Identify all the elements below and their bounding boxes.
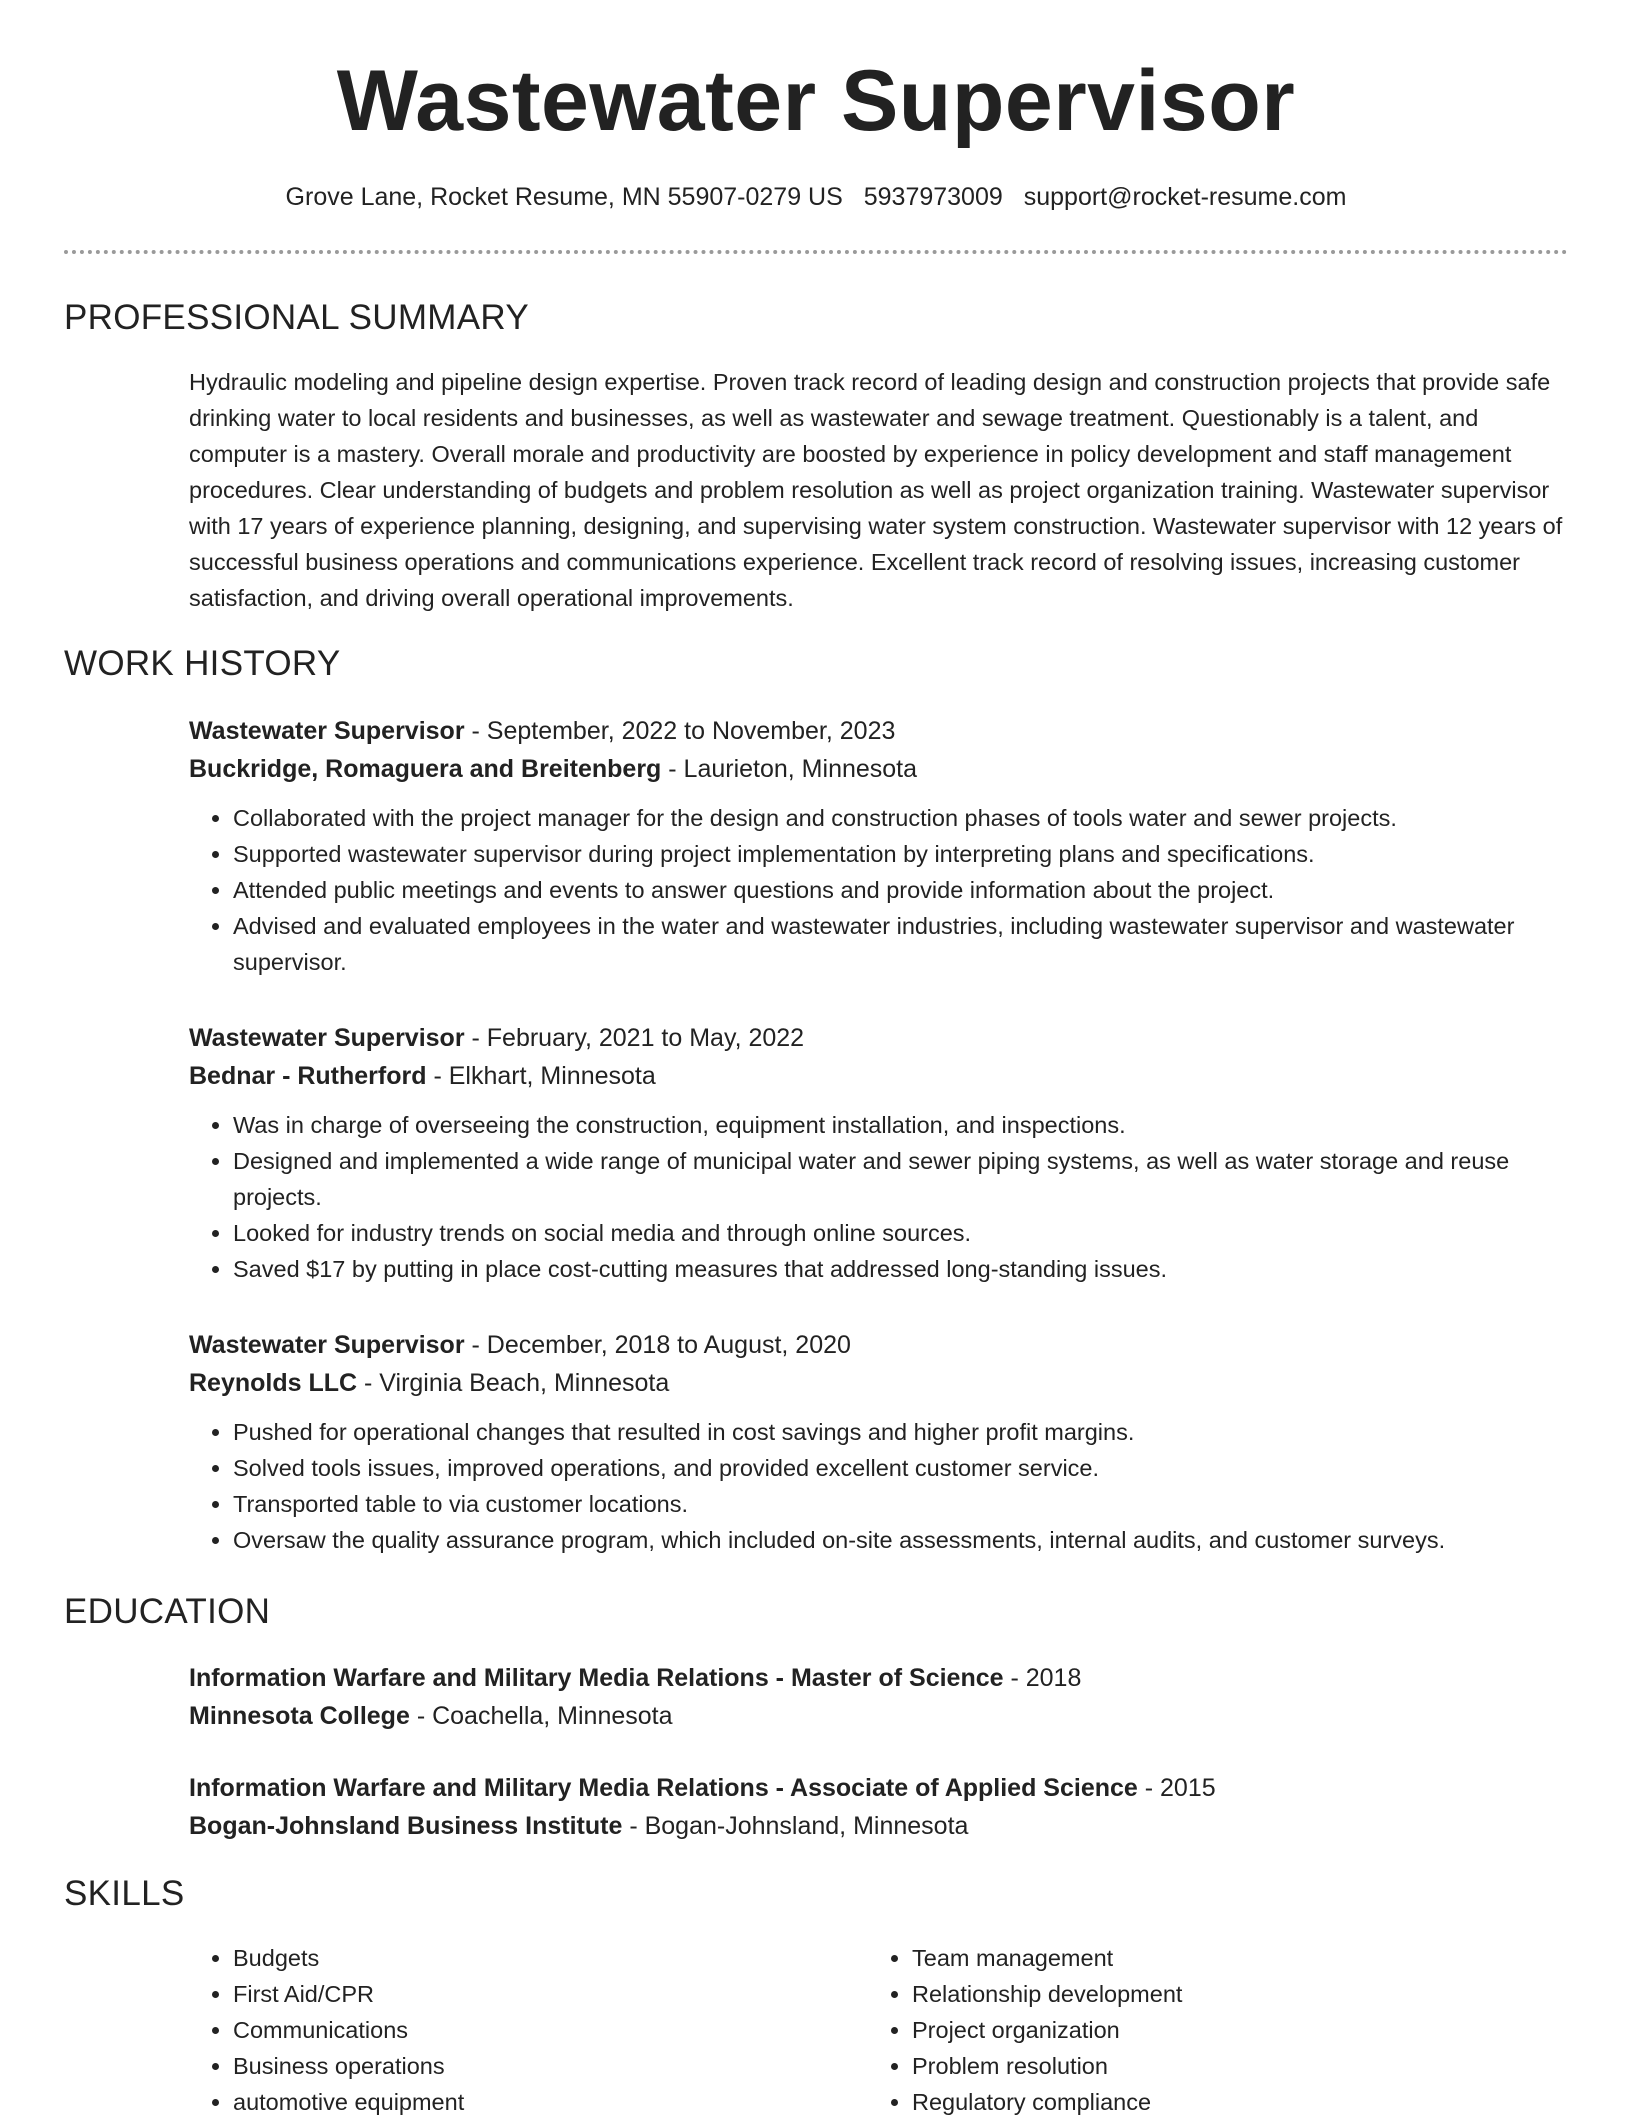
job-entry [189,712,1569,980]
job-company-line [189,1057,1569,1095]
skill-item: • Business operations [233,2048,833,2084]
job-title-line [189,1326,1569,1364]
job-location: - Laurieton, Minnesota [661,755,918,783]
job-bullet: • Designed and implemented a wide range of municipal water and sewer piping systems, as well as water storage and reuse projects. [233,1143,1569,1215]
job-bullet: • Pushed for operational changes that resulted in cost savings and higher profit margins. [233,1414,1569,1450]
job-title-line [189,712,1569,750]
job-entry [189,1326,1569,1558]
job-company-line [189,750,1569,788]
job-dates: - December, 2018 to August, 2020 [464,1331,851,1359]
section-title-summary: PROFESSIONAL SUMMARY [64,298,529,337]
skill-item: • Problem resolution [912,2048,1572,2084]
job-bullet: • Oversaw the quality assurance program, which included on-site assessments, internal audits, and customer surveys. [233,1522,1569,1558]
skills-list-right [868,1940,1572,2120]
job-bullet: • Looked for industry trends on social media and through online sources. [233,1215,1569,1251]
job-bullet: • Saved $17 by putting in place cost-cutting measures that addressed long-standing issues. [233,1251,1569,1287]
job-bullet: • Transported table to via customer locations. [233,1486,1569,1522]
job-company-line [189,1364,1569,1402]
job-bullets [189,1107,1569,1287]
job-company: Buckridge, Romaguera and Breitenberg [189,755,662,783]
skill-item: • Relationship development [912,1976,1572,2012]
education-school: Bogan-Johnsland Business Institute [189,1812,623,1840]
job-bullet: • Advised and evaluated employees in the water and wastewater industries, including wastewater supervisor and wastewater supervisor. [233,908,1569,980]
contact-line [0,183,1632,212]
job-title: Wastewater Supervisor [189,1024,465,1052]
job-bullet: • Was in charge of overseeing the construction, equipment installation, and inspections. [233,1107,1569,1143]
education-school: Minnesota College [189,1702,410,1730]
job-location: - Virginia Beach, Minnesota [357,1369,670,1397]
section-title-education: EDUCATION [64,1592,271,1631]
education-location: - Coachella, Minnesota [409,1702,673,1730]
job-location: - Elkhart, Minnesota [426,1062,656,1090]
education-year: - 2015 [1137,1774,1216,1802]
education-school-line [189,1807,1569,1845]
education-school-line [189,1697,1569,1735]
candidate-name: Wastewater Supervisor [336,53,1296,149]
education-degree: Information Warfare and Military Media Relations - Master of Science [189,1664,1004,1692]
skills-list-left [189,1940,833,2120]
job-bullet: • Supported wastewater supervisor during project implementation by interpreting plans and specifications. [233,836,1569,872]
job-title: Wastewater Supervisor [189,1331,465,1359]
job-company: Reynolds LLC [189,1369,358,1397]
job-title-line [189,1019,1569,1057]
skill-item: • Regulatory compliance [912,2084,1572,2120]
job-dates: - September, 2022 to November, 2023 [464,717,896,745]
summary-text: Hydraulic modeling and pipeline design expertise. Proven track record of leading design and construction projects that provide safe drinking water to local residents and businesses, as well as wastewater and sewage treatment. Questionably is a talent, and computer is a mastery. Overall morale and productivity are boosted by experience in policy development and staff management procedures. Clear understanding of budgets and problem resolution as well as project organization training. Wastewater supervisor with 17 years of experience planning, designing, and supervising water system construction. Wastewater supervisor with 12 years of successful business operations and communications experience. Excellent track record of resolving issues, increasing customer satisfaction, and driving overall operational improvements. [189,369,1563,611]
contact-email: support@rocket-resume.com [1023,183,1347,211]
education-degree: Information Warfare and Military Media Relations - Associate of Applied Science [189,1774,1138,1802]
job-title: Wastewater Supervisor [189,717,465,745]
education-year: - 2018 [1003,1664,1082,1692]
job-bullets [189,1414,1569,1558]
job-company: Bednar - Rutherford [189,1062,427,1090]
job-bullet: • Attended public meetings and events to answer questions and provide information about the project. [233,872,1569,908]
skill-item: • Budgets [233,1940,833,1976]
section-title-work-history: WORK HISTORY [64,644,341,683]
education-location: - Bogan-Johnsland, Minnesota [622,1812,969,1840]
skill-item: • Communications [233,2012,833,2048]
education-entry [189,1659,1569,1735]
job-bullets [189,800,1569,980]
education-degree-line [189,1659,1569,1697]
section-title-skills: SKILLS [64,1874,185,1913]
skill-item: • automotive equipment [233,2084,833,2120]
contact-address: Grove Lane, Rocket Resume, MN 55907-0279 US [285,183,843,211]
contact-phone: 5937973009 [863,183,1003,211]
skill-item: • First Aid/CPR [233,1976,833,2012]
education-degree-line [189,1769,1569,1807]
job-bullet: • Solved tools issues, improved operations, and provided excellent customer service. [233,1450,1569,1486]
skill-item: • Team management [912,1940,1572,1976]
job-dates: - February, 2021 to May, 2022 [464,1024,805,1052]
skill-item: • Project organization [912,2012,1572,2048]
job-bullet: • Collaborated with the project manager for the design and construction phases of tools water and sewer projects. [233,800,1569,836]
education-entry [189,1769,1569,1845]
job-entry [189,1019,1569,1287]
header-divider [64,250,1568,254]
